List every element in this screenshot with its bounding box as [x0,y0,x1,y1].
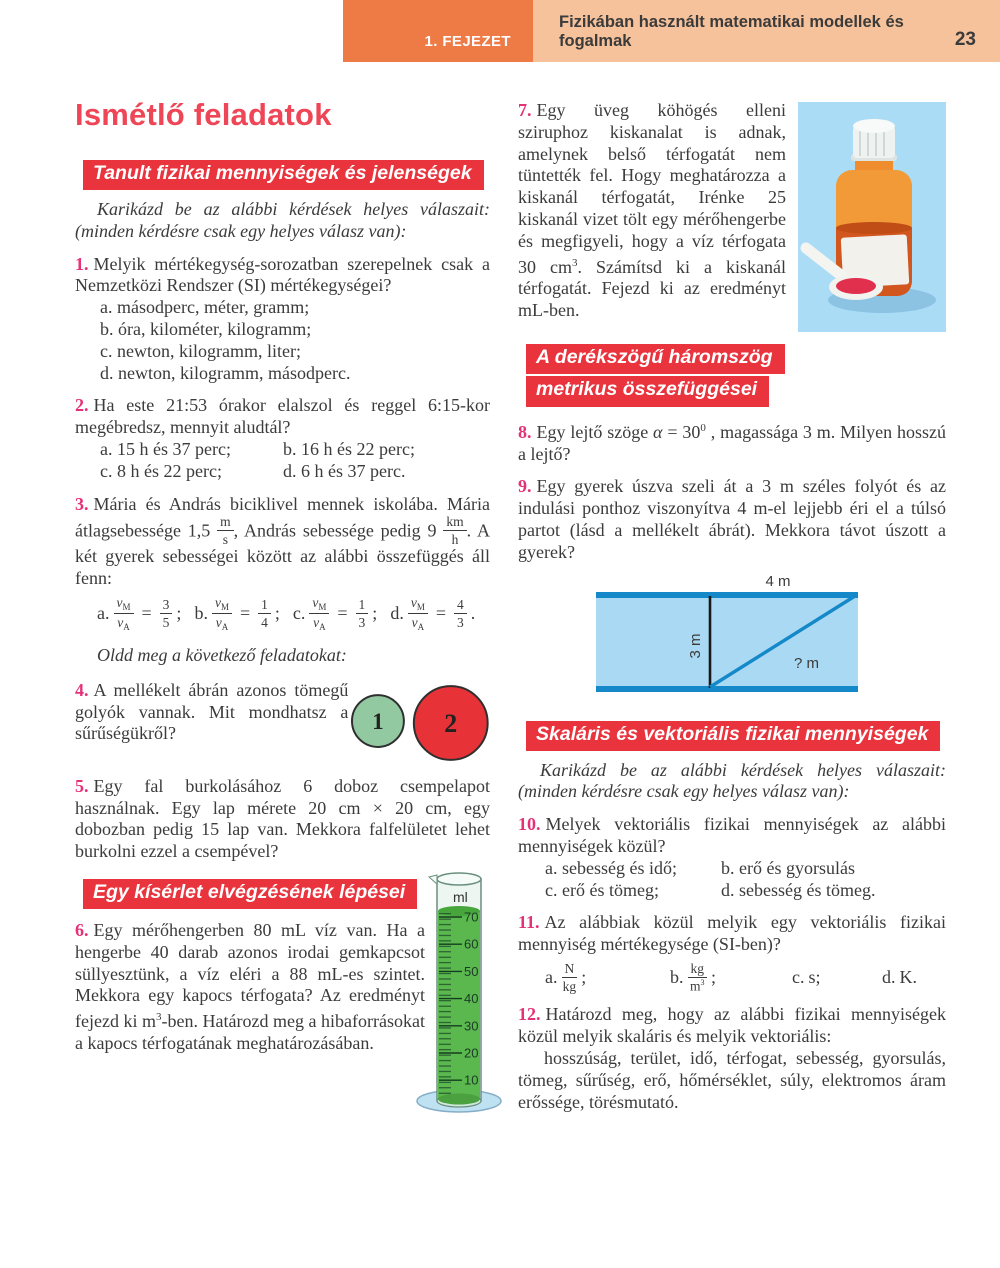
question-12-list: hosszúság, terület, idő, térfogat, sebesség, gyorsulás, tömeg, sűrűség, erő, hőmérséklet, súly, elektromos áram erőssége, törésmutató. [518,1048,946,1112]
option-a: a. 15 h és 37 perc; [100,438,231,459]
velocity-ratio-fraction: $\frac{v_M}{v_A}$ [408,596,428,632]
option-b: b. 16 h és 22 perc; [283,438,415,459]
option-c: c. s; [792,967,821,988]
banner-line-1: A derékszögű háromszög [526,344,785,374]
superscript: 3 [572,256,578,269]
question-text: Melyek vektoriális fizikai mennyiségek az alábbi mennyiségek közül? [518,814,946,856]
value-fraction: $\frac{1}{3}$ [356,598,369,629]
question-2-options [75,439,490,483]
unit-fraction-n-per-kg: $\frac{N}{kg}$ [562,961,577,994]
pour-spout [429,875,437,884]
river-bank-top [596,592,858,598]
option-c: c. 8 h és 22 perc; [100,460,222,481]
option-c: c. newton, kilogramm, liter; [100,340,301,361]
question-text: Egy gyerek úszva szeli át a 3 m széles folyót és az indulási ponthoz viszonyítva 4 m-el lejjebb éri el a túlsó partot (lásd a mellékelt ábrát). Mekkora távot úszott a gyerek? [518,476,946,562]
question-11 [518,912,946,956]
value-fraction: $\frac{3}{5}$ [160,598,173,629]
syrup-surface [836,222,912,234]
ball-1-label: 1 [372,708,385,734]
value-fraction: $\frac{4}{3}$ [454,598,467,629]
option-a: a. sebesség és idő; [545,857,677,878]
page-number: 23 [954,29,976,50]
left-column [75,95,490,1088]
section-banner-right-triangle [526,344,946,407]
question-text: Határozd meg, hogy az alábbi fizikai mennyiségek közül melyik skaláris és melyik vektoriális: [518,1004,946,1047]
option-d: d. $\frac{v_M}{v_A}$ = $\frac{4}{3}$ . [390,594,476,632]
tick-30: 30 [464,1018,479,1034]
balls-figure [348,681,490,765]
option-d: d. newton, kilogramm, másodperc. [100,362,351,383]
question-2 [75,395,490,439]
option-d: d. sebesség és tömeg. [721,879,876,900]
question-text: Az alábbiak közül melyik egy vektoriális fizikai mennyiség mértékegysége (SI-ben)? [518,912,946,955]
question-number: 6. [75,919,89,940]
chapter-label: 1. FEJEZET [424,33,511,50]
page-header [343,0,1000,62]
question-number: 2. [75,395,89,416]
ball-2-label: 2 [444,708,458,738]
option-a: a. $\frac{v_M}{v_A}$ = $\frac{3}{5}$ ; [97,594,182,632]
question-7 [518,100,946,332]
value-fraction: $\frac{1}{4}$ [258,598,271,629]
header-title: Fizikában használt matematikai modellek és fogalmak [559,13,904,50]
tick-40: 40 [464,991,479,1007]
tick-50: 50 [464,963,479,979]
question-text-part: Egy üveg köhögés elleni sziruphoz kiskanalat is adnak, amelynek belső térfogatát nem tüntették fel. Hogy meghatározza a kiskanál térfogatát, Irénke 25 kiskanál vizet tölt egy mérőhengerbe és megfigyeli, hogy a víz térfogata 30 cm [518,100,786,277]
question-number: 10. [518,814,541,835]
cylinder-opening [437,873,481,885]
question-10-options [518,858,946,902]
question-number: 11. [518,912,540,933]
tick-60: 60 [464,936,479,952]
option-b: b. $\frac{v_M}{v_A}$ = $\frac{1}{4}$ ; [194,594,280,632]
fraction-km-per-h: $\frac{km}{h}$ [443,515,466,546]
question-9 [518,476,946,563]
question-text-part: . Számítsd ki a kiskanál térfogatát. Fejezd ki az eredményt mL-ben. [518,256,786,321]
question-text-part: . A két gyerek sebességei között az alábbi összefüggés áll fenn: [75,520,490,589]
question-text-part: -ben. Határozd meg a hibaforrásokat a kapocs térfogatának meghatározásában. [75,1011,425,1053]
question-text-part: Egy lejtő szöge [536,421,654,442]
question-text: Egy fal burkolásához 6 doboz csempelapot használnak. Egy lap mérete 20 cm × 20 cm, egy dobozban pedig 15 lap van. Mekkora falfelületet lehet burkolni ezzel a csempével? [75,775,490,862]
option-c: c. $\frac{v_M}{v_A}$ = $\frac{1}{3}$ ; [292,594,378,632]
hypotenuse-label: ? m [794,654,820,672]
banner-line-2: metrikus összefüggései [526,376,769,406]
tick-70: 70 [464,909,479,925]
minor-ticks [439,912,452,1098]
question-number: 5. [75,775,89,796]
question-number: 1. [75,253,89,274]
question-text-part: Egy mérőhengerben 80 mL víz van. Ha a hengerbe 40 darab azonos irodai gemkapcsot süllyesztünk, a víz eléri a 88 mL-es szintet. Mekkora egy kapocs térfogata? Az eredményt fejezd ki m [75,919,425,1032]
solve-prompt: Oldd meg a következő feladatokat: [97,644,347,665]
option-c: c. erő és tömeg; [545,879,659,900]
section-banner-scalar-vector: Skaláris és vektoriális fizikai mennyiségek [526,721,940,751]
question-number: 12. [518,1004,541,1025]
question-6 [75,920,425,1055]
question-text-block [75,680,348,765]
page-title: Ismétlő feladatok [75,97,332,132]
spoon-syrup [836,278,876,294]
cap-top [853,119,895,133]
question-number: 3. [75,493,89,514]
ml-unit-label: ml [453,888,468,905]
velocity-ratio-fraction: $\frac{v_M}{v_A}$ [212,596,232,632]
option-b: b. $\frac{kg}{m^3}$ ; [670,960,717,994]
river-figure [596,572,862,698]
tick-20: 20 [464,1045,479,1061]
section-banner-learned-quantities: Tanult fizikai mennyiségek és jelenségek [83,160,484,190]
question-3-options [75,596,490,632]
header-title-area [533,0,1000,62]
question-12 [518,1004,946,1048]
question-number: 9. [518,476,532,497]
question-text-part: , András sebessége pedig 9 [233,520,444,541]
superscript: 0 [700,421,706,434]
fraction-m-per-s: $\frac{m}{s}$ [217,515,234,546]
question-text: A mellékelt ábrán azonos tömegű golyók vannak. Mit mondhatsz a sűrűségükről? [75,679,349,744]
section-banner-experiment-steps: Egy kísérlet elvégzésének lépései [83,879,417,909]
experiment-section [75,879,490,1088]
velocity-ratio-fraction: $\frac{v_M}{v_A}$ [114,596,134,632]
question-4 [75,680,490,765]
river-bank-bottom [596,686,858,692]
distance-label-top: 4 m [765,572,791,590]
question-text: Ha este 21:53 órakor elalszol és reggel 6:15-kor megébredsz, mennyit aludtál? [75,395,490,438]
question-text: Melyik mértékegység-sorozatban szerepelnek csak a Nemzetközi Rendszer (SI) mértékegységei? [75,253,490,296]
question-text-part: , magassága 3 m. Milyen hosszú a lejtő? [518,421,946,464]
question-number: 4. [75,679,89,700]
chapter-tab [343,0,533,62]
option-b: b. erő és gyorsulás [721,857,855,878]
alpha-symbol: α [653,421,663,442]
question-number: 8. [518,421,532,442]
option-d: d. 6 h és 37 perc. [283,460,406,481]
superscript: 3 [156,1011,162,1024]
syrup-bottle-illustration [798,102,946,332]
option-d: d. K. [882,967,917,988]
question-10 [518,814,946,858]
option-a: a. másodperc, méter, gramm; [100,297,310,318]
question-text-part: Mária és András biciklivel mennek iskolába. Mária átlagsebessége 1,5 [75,493,490,541]
tick-10: 10 [464,1072,479,1088]
question-number: 7. [518,100,532,120]
question-text-block [518,100,786,332]
question-text-part: = 30 [662,421,701,442]
instructions-paragraph: Karikázd be az alábbi kérdések helyes válaszait: (minden kérdésre csak egy helyes válasz van): [75,199,490,241]
right-column [518,95,946,1113]
question-3 [75,494,490,590]
velocity-ratio-fraction: $\frac{v_M}{v_A}$ [309,596,329,632]
width-label: 3 m [687,633,704,659]
question-11-options [518,962,946,994]
instructions-paragraph-2: Karikázd be az alábbi kérdések helyes válaszait: (minden kérdésre csak egy helyes válasz van): [518,759,946,802]
measuring-cylinder-figure [411,865,511,1117]
question-8 [518,418,946,466]
question-1 [75,254,490,298]
unit-fraction-kg-per-m3: $\frac{kg}{m^3}$ [688,962,708,994]
option-a: a. $\frac{N}{kg}$ ; [545,961,587,994]
question-1-options [75,297,490,384]
question-5 [75,776,490,863]
option-b: b. óra, kilométer, kilogramm; [100,318,312,339]
